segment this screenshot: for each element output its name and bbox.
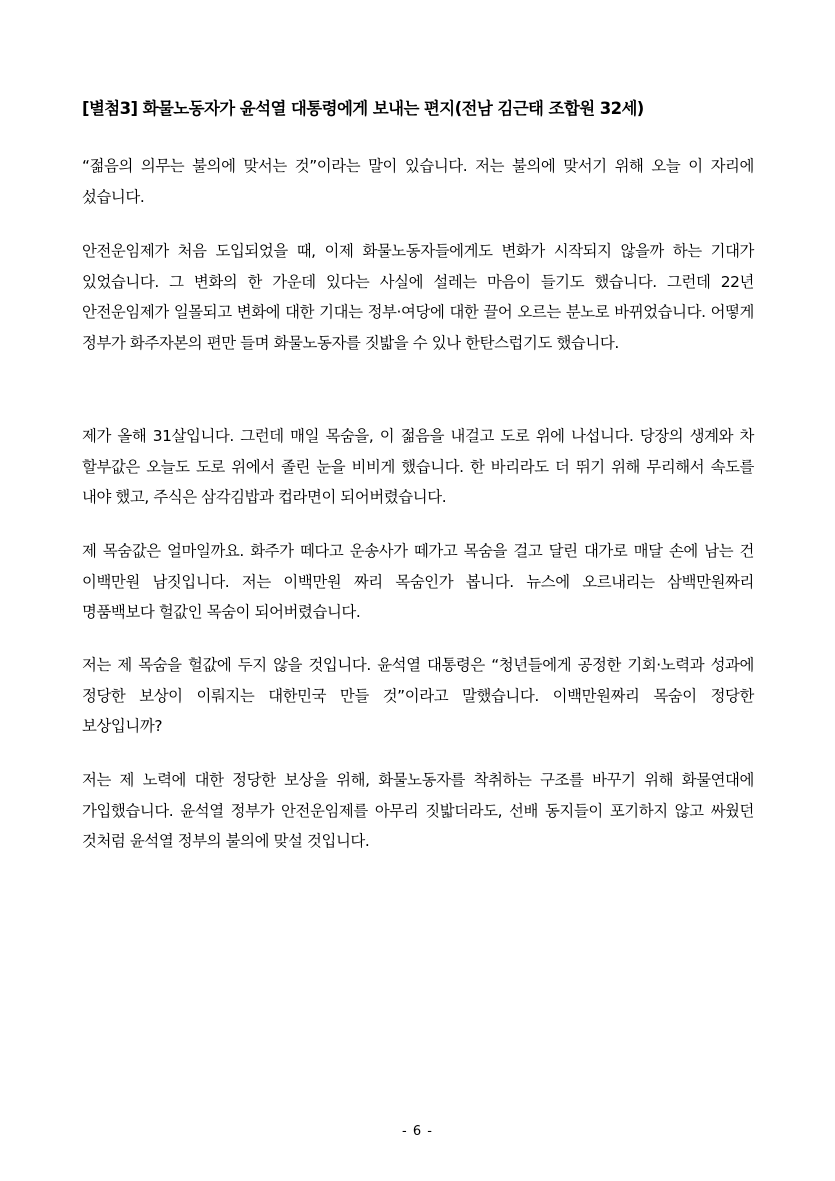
document-title: [별첨3] 화물노동자가 윤석열 대통령에게 보내는 편지(전남 김근태 조합원 32세) [82, 99, 644, 118]
paragraph-6: 저는 제 노력에 대한 정당한 보상을 위해, 화물노동자를 착취하는 구조를 바꾸기 위해 화물연대에 가입했습니다. 윤석열 정부가 안전운임제를 아무리 짓밟더라도, 선배 동지들이 포기하지 않고 싸웠던 것처럼 윤석열 정부의 불의에 맞설 것입니다. [82, 771, 754, 850]
paragraph-4: 제 목숨값은 얼마일까요. 화주가 떼다고 운송사가 떼가고 목숨을 걸고 달린 대가로 매달 손에 남는 건 이백만원 남짓입니다. 저는 이백만원 짜리 목숨인가 봅니다. 뉴스에 오르내리는 삼백만원짜리 명품백보다 헐값인 목숨이 되어버렸습니다. [82, 542, 754, 621]
paragraph-1: “젊음의 의무는 불의에 맞서는 것”이라는 말이 있습니다. 저는 불의에 맞서기 위해 오늘 이 자리에 섰습니다. [82, 157, 754, 206]
page-number: - 6 - [402, 1124, 433, 1139]
paragraph-2: 안전운임제가 처음 도입되었을 때, 이제 화물노동자들에게도 변화가 시작되지 않을까 하는 기대가 있었습니다. 그 변화의 한 가운데 있다는 사실에 설레는 마음이 들기도 했습니다. 그런데 22년 안전운임제가 일몰되고 변화에 대한 기대는 정부·여당에 대한 끌어 오르는 분노로 바뀌었습니다. 어떻게 정부가 화주자본의 편만 들며 화물노동자를 짓밟을 수 있나 한탄스럽기도 했습니다. [82, 242, 754, 352]
paragraph-3: 제가 올해 31살입니다. 그런데 매일 목숨을, 이 젊음을 내걸고 도로 위에 나섭니다. 당장의 생계와 차 할부값은 오늘도 도로 위에서 졸린 눈을 비비게 했습니다. 한 바리라도 더 뛰기 위해 무리해서 속도를 내야 했고, 주식은 삼각김밥과 컵라면이 되어버렸습니다. [82, 427, 754, 506]
paragraph-5: 저는 제 목숨을 헐값에 두지 않을 것입니다. 윤석열 대통령은 “청년들에게 공정한 기회·노력과 성과에 정당한 보상이 이뤄지는 대한민국 만들 것”이라고 말했습니다. 이백만원짜리 목숨이 정당한 보상입니까? [82, 656, 754, 735]
